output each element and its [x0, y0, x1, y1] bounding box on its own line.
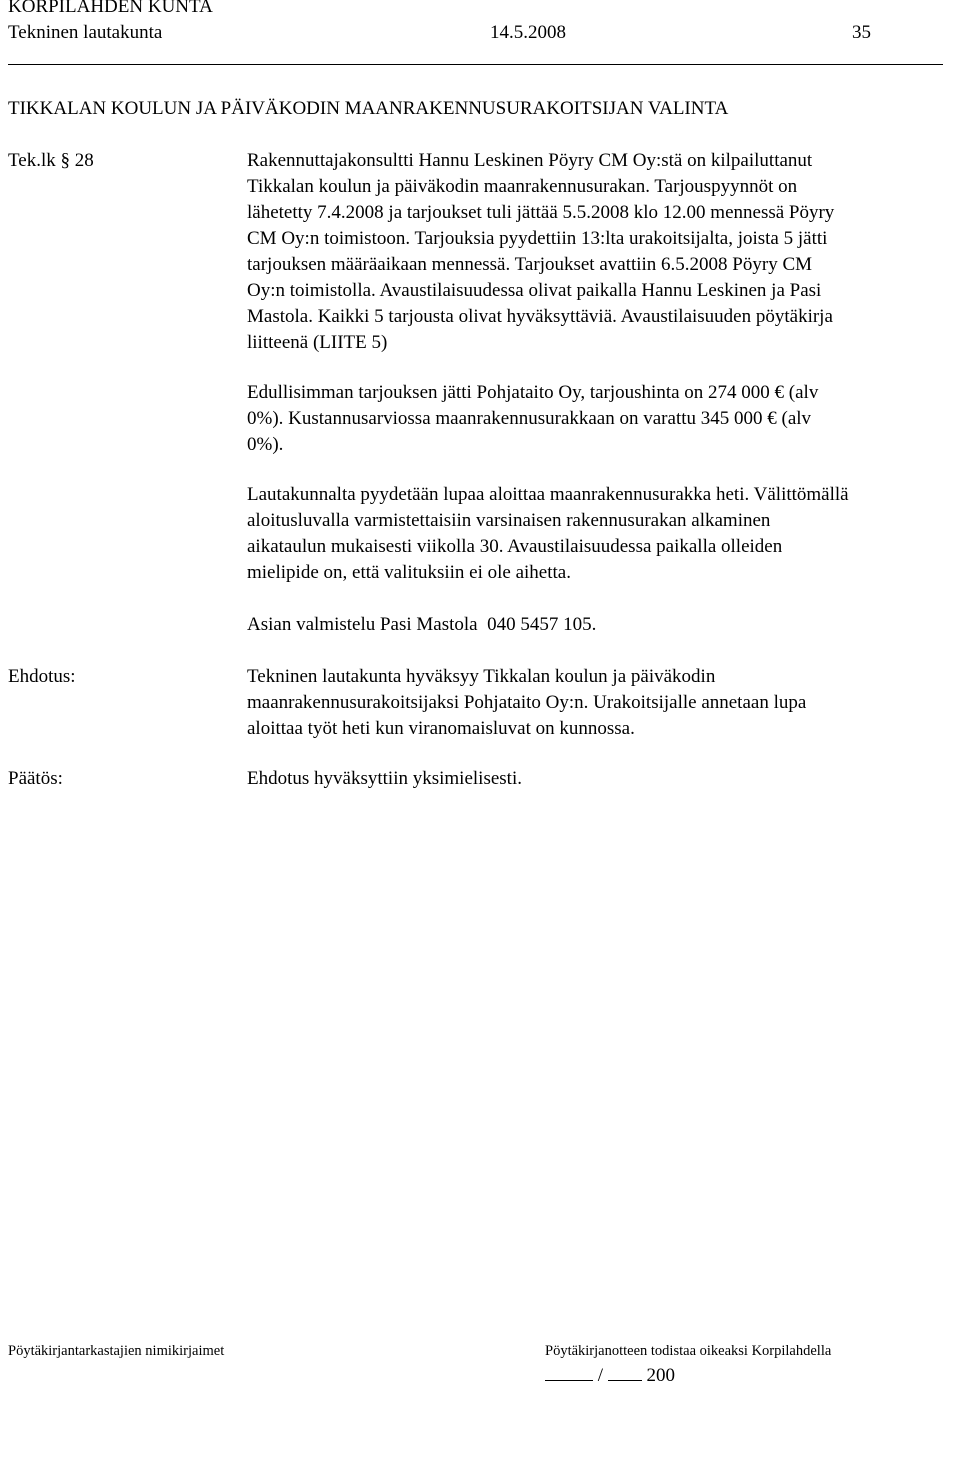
text-line: CM Oy:n toimistoon. Tarjouksia pyydettiin 13:lta urakoitsijalta, joista 5 jätti — [247, 228, 828, 249]
text-line: aikataulun mukaisesti viikolla 30. Avaustilaisuudessa paikalla olleiden — [247, 536, 783, 557]
decision-label: Päätös: — [8, 768, 63, 789]
text-line: Mastola. Kaikki 5 tarjousta olivat hyväksyttäviä. Avaustilaisuuden pöytäkirja — [247, 306, 833, 327]
month-blank — [608, 1362, 642, 1381]
footer-certification: Pöytäkirjanotteen todistaa oikeaksi Korpilahdella — [545, 1343, 832, 1359]
footer-inspectors-initials: Pöytäkirjantarkastajien nimikirjaimet — [8, 1343, 225, 1359]
proposal-label: Ehdotus: — [8, 666, 76, 687]
year-prefix: 200 — [646, 1365, 676, 1386]
text-line: lähetetty 7.4.2008 ja tarjoukset tuli jättää 5.5.2008 klo 12.00 mennessä Pöyry — [247, 202, 835, 223]
footer-date-blank — [545, 1362, 675, 1389]
meeting-date: 14.5.2008 — [490, 22, 566, 43]
text-line: maanrakennusurakoitsijaksi Pohjataito Oy:n. Urakoitsijalle annetaan lupa — [247, 692, 807, 713]
org-name: KORPILAHDEN KUNTA — [8, 0, 213, 17]
text-line: 0%). — [247, 434, 284, 455]
text-line: liitteenä (LIITE 5) — [247, 332, 388, 353]
day-blank — [545, 1362, 593, 1381]
text-line: Oy:n toimistolla. Avaustilaisuudessa olivat paikalla Hannu Leskinen ja Pasi — [247, 280, 822, 301]
body-paragraph-2 — [247, 380, 947, 458]
proposal-text — [247, 664, 947, 742]
text-line: tarjouksen määräaikaan mennessä. Tarjoukset avattiin 6.5.2008 Pöyry CM — [247, 254, 813, 275]
board-name: Tekninen lautakunta — [8, 22, 163, 43]
body-paragraph-3 — [247, 482, 947, 586]
decision-text: Ehdotus hyväksyttiin yksimielisesti. — [247, 768, 522, 789]
text-line: mielipide on, että valituksiin ei ole aihetta. — [247, 562, 571, 583]
page-number: 35 — [852, 22, 871, 43]
section-reference: Tek.lk § 28 — [8, 150, 94, 171]
date-separator: / — [597, 1365, 604, 1386]
text-line: 0%). Kustannusarviossa maanrakennusurakkaan on varattu 345 000 € (alv — [247, 408, 812, 429]
text-line: Tekninen lautakunta hyväksyy Tikkalan koulun ja päiväkodin — [247, 666, 716, 687]
header-divider — [8, 64, 943, 65]
text-line: aloittaa työt heti kun viranomaisluvat on kunnossa. — [247, 718, 635, 739]
page-title: TIKKALAN KOULUN JA PÄIVÄKODIN MAANRAKENNUSURAKOITSIJAN VALINTA — [8, 98, 729, 119]
text-line: Rakennuttajakonsultti Hannu Leskinen Pöyry CM Oy:stä on kilpailuttanut — [247, 150, 813, 171]
text-line: Edullisimman tarjouksen jätti Pohjataito Oy, tarjoushinta on 274 000 € (alv — [247, 382, 819, 403]
preparer-contact: Asian valmistelu Pasi Mastola 040 5457 105. — [247, 614, 597, 635]
body-paragraph-1 — [247, 148, 947, 356]
text-line: aloitusluvalla varmistettaisiin varsinaisen rakennusurakan alkaminen — [247, 510, 771, 531]
text-line: Lautakunnalta pyydetään lupaa aloittaa maanrakennusurakka heti. Välittömällä — [247, 484, 849, 505]
text-line: Tikkalan koulun ja päiväkodin maanrakennusurakan. Tarjouspyynnöt on — [247, 176, 798, 197]
